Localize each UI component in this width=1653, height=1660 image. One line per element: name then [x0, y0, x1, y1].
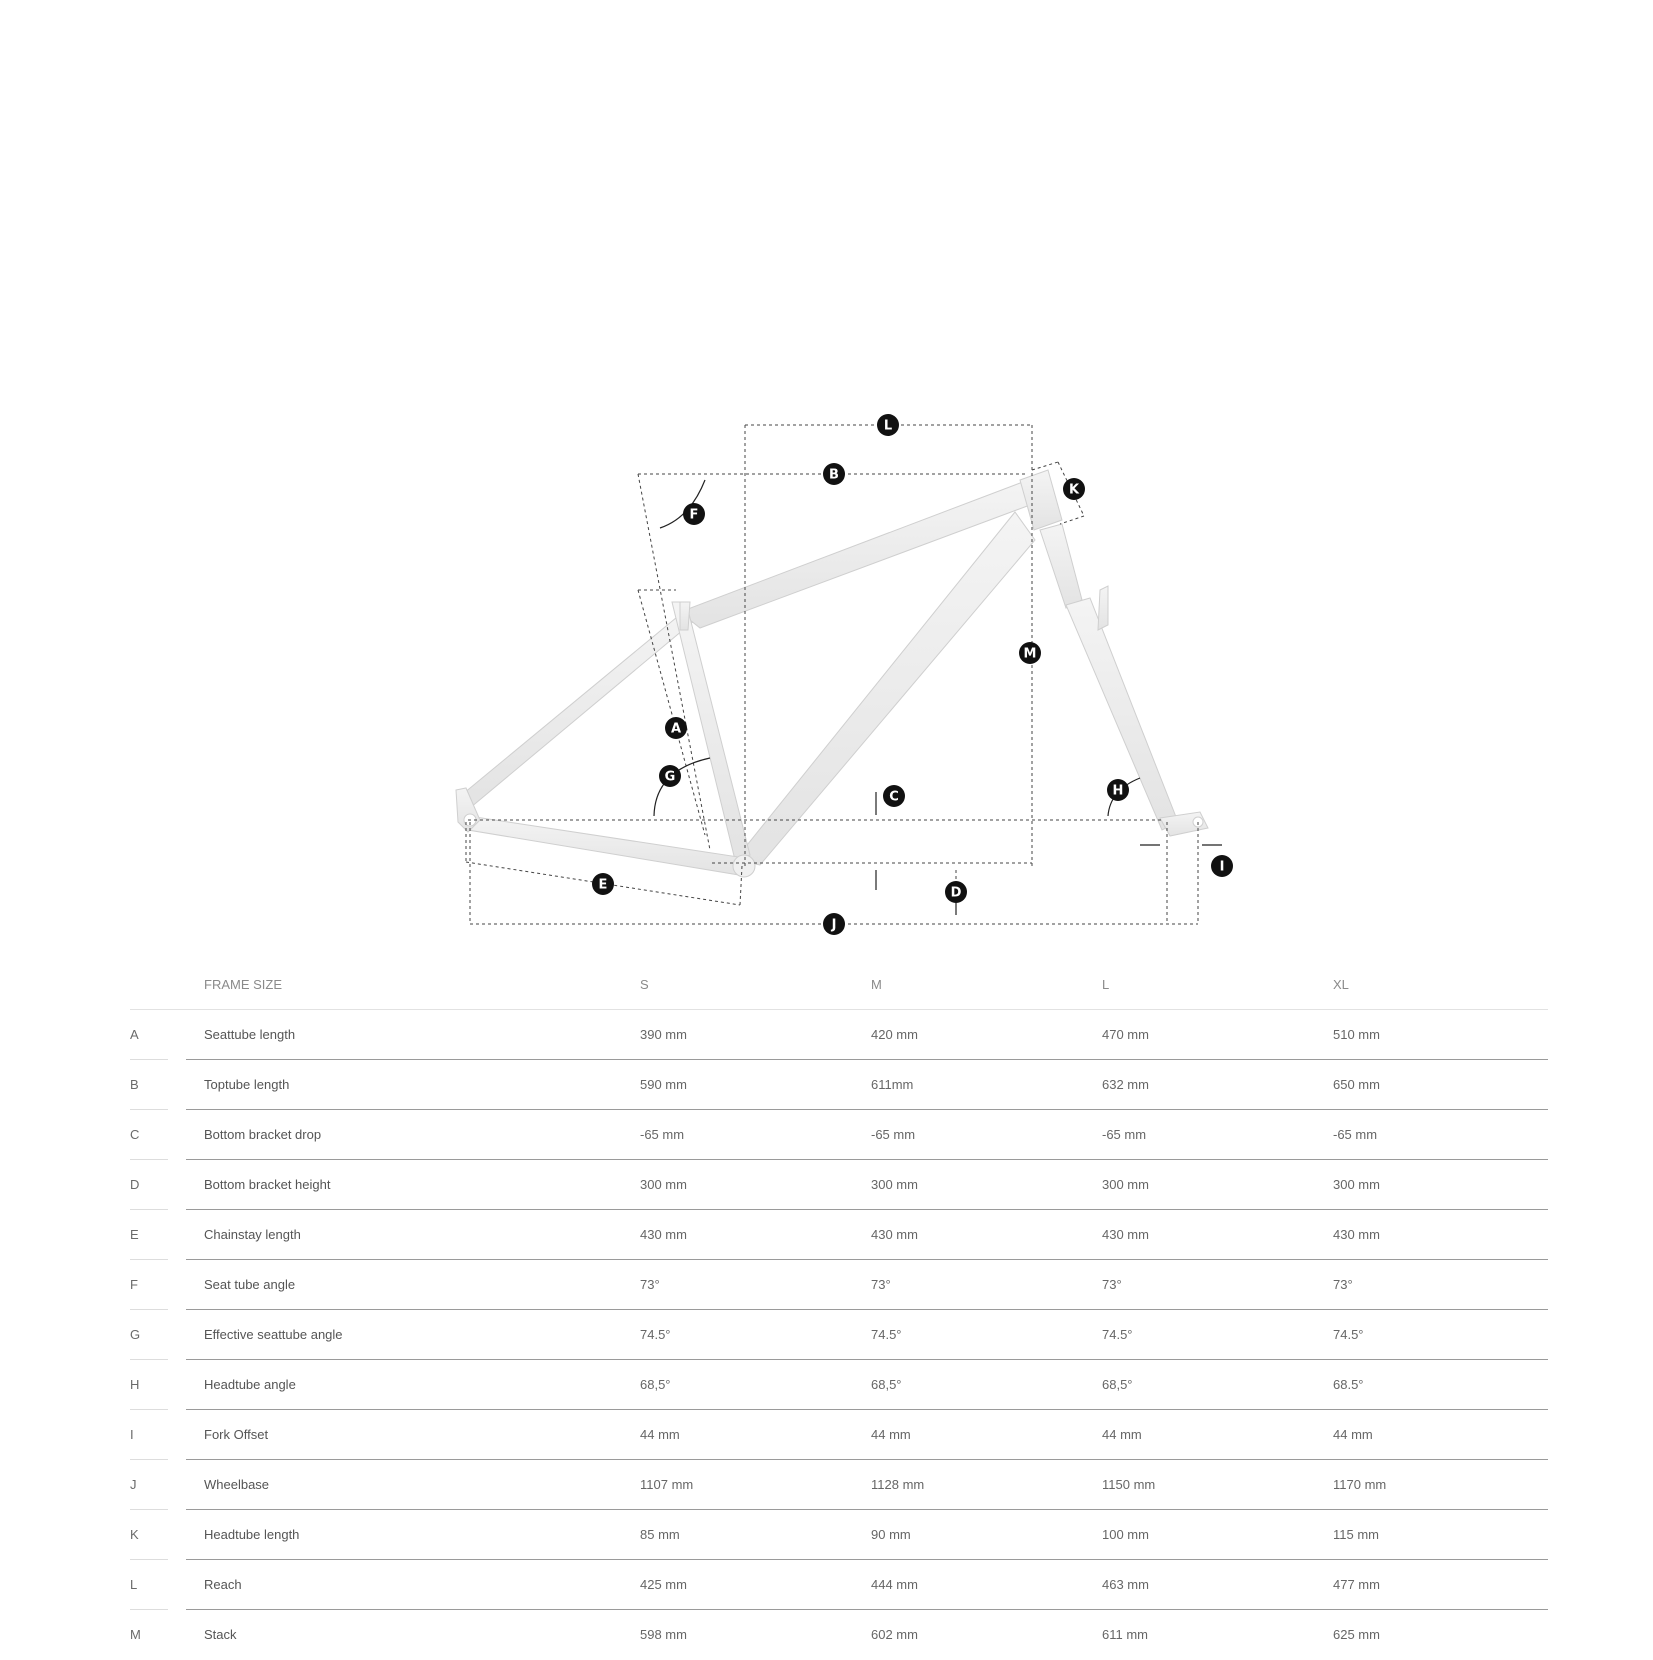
size-m-value: 300 mm [871, 1177, 918, 1192]
row-label: Effective seattube angle [204, 1327, 343, 1342]
size-xl-value: 625 mm [1333, 1627, 1380, 1642]
size-l-value: 463 mm [1102, 1577, 1149, 1592]
row-label: Chainstay length [204, 1227, 301, 1242]
size-s-value: 590 mm [640, 1077, 687, 1092]
row-letter: A [130, 1027, 139, 1042]
table-row [0, 1110, 1653, 1160]
marker-h [1107, 779, 1129, 801]
dimension-lines [466, 425, 1198, 924]
size-m-value: 68,5° [871, 1377, 902, 1392]
size-m-value: 430 mm [871, 1227, 918, 1242]
table-row [0, 1310, 1653, 1360]
size-m-value: 73° [871, 1277, 891, 1292]
svg-text:C: C [889, 789, 899, 805]
size-xl-value: 1170 mm [1333, 1477, 1387, 1492]
size-xl-value: 650 mm [1333, 1077, 1380, 1092]
row-letter: E [130, 1227, 139, 1242]
geometry-table [0, 960, 1653, 1660]
size-xl-value: 510 mm [1333, 1027, 1380, 1042]
marker-a [665, 717, 687, 739]
size-s-value: 68,5° [640, 1377, 671, 1392]
svg-text:J: J [831, 917, 837, 933]
row-letter: I [130, 1427, 134, 1442]
row-label: Stack [204, 1627, 237, 1642]
size-s-value: -65 mm [640, 1127, 685, 1142]
svg-text:K: K [1068, 482, 1080, 498]
table-row [0, 1360, 1653, 1410]
svg-text:E: E [598, 877, 608, 893]
size-s-value: 73° [640, 1277, 660, 1292]
svg-text:M: M [1023, 646, 1037, 662]
marker-m [1019, 642, 1041, 664]
size-xl-value: 115 mm [1333, 1527, 1379, 1542]
marker-g [659, 765, 681, 787]
size-s-value: 598 mm [640, 1627, 687, 1642]
svg-text:A: A [670, 721, 682, 737]
row-letter: B [130, 1077, 139, 1092]
row-label: Bottom bracket height [204, 1177, 331, 1192]
size-xl-value: 44 mm [1333, 1427, 1373, 1442]
size-s-value: 430 mm [640, 1227, 687, 1242]
size-xl-value: 68.5° [1333, 1377, 1364, 1392]
row-label: Fork Offset [204, 1427, 269, 1442]
table-row [0, 1010, 1653, 1060]
marker-k [1063, 478, 1085, 500]
size-m-value: 90 mm [871, 1527, 911, 1542]
row-letter: M [130, 1627, 141, 1642]
frame-size-header: FRAME SIZE [204, 977, 283, 992]
row-label: Reach [204, 1577, 242, 1592]
size-s-value: 44 mm [640, 1427, 680, 1442]
size-s-value: 85 mm [640, 1527, 680, 1542]
size-s-value: 1107 mm [640, 1477, 694, 1492]
row-label: Seat tube angle [204, 1277, 296, 1292]
row-label: Headtube length [204, 1527, 300, 1542]
row-label: Headtube angle [204, 1377, 296, 1392]
marker-b [823, 463, 845, 485]
marker-l [877, 414, 899, 436]
row-letter: F [130, 1277, 138, 1292]
size-m-value: 444 mm [871, 1577, 918, 1592]
marker-e [592, 873, 614, 895]
table-row [0, 1510, 1653, 1560]
size-m-value: -65 mm [871, 1127, 916, 1142]
table-row [0, 1560, 1653, 1610]
table-header-row [0, 960, 1653, 1010]
size-xl-value: 430 mm [1333, 1227, 1380, 1242]
svg-text:G: G [664, 769, 676, 785]
size-l-value: 73° [1102, 1277, 1122, 1292]
bike-frame-drawing [456, 467, 1208, 877]
row-letter: H [130, 1377, 140, 1392]
marker-d [945, 881, 967, 903]
size-l-value: -65 mm [1102, 1127, 1147, 1142]
size-m-header: M [871, 977, 882, 992]
size-l-value: 44 mm [1102, 1427, 1142, 1442]
size-l-value: 1150 mm [1102, 1477, 1156, 1492]
size-xl-value: -65 mm [1333, 1127, 1378, 1142]
row-letter: D [130, 1177, 140, 1192]
size-l-value: 68,5° [1102, 1377, 1133, 1392]
row-letter: L [130, 1577, 138, 1592]
marker-i [1211, 855, 1233, 877]
size-xl-header: XL [1333, 977, 1349, 992]
size-l-value: 300 mm [1102, 1177, 1149, 1192]
svg-text:B: B [829, 467, 839, 483]
row-label: Bottom bracket drop [204, 1127, 322, 1142]
size-s-value: 425 mm [640, 1577, 687, 1592]
size-l-value: 100 mm [1102, 1527, 1149, 1542]
size-m-value: 602 mm [871, 1627, 918, 1642]
table-row [0, 1410, 1653, 1460]
table-row [0, 1460, 1653, 1510]
size-l-value: 470 mm [1102, 1027, 1149, 1042]
marker-c [883, 785, 905, 807]
table-row [0, 1260, 1653, 1310]
size-s-value: 300 mm [640, 1177, 687, 1192]
table-row [0, 1210, 1653, 1260]
size-xl-value: 74.5° [1333, 1327, 1364, 1342]
size-s-value: 74.5° [640, 1327, 671, 1342]
size-xl-value: 300 mm [1333, 1177, 1380, 1192]
size-l-value: 611 mm [1102, 1627, 1148, 1642]
size-xl-value: 477 mm [1333, 1577, 1380, 1592]
svg-text:H: H [1112, 783, 1124, 799]
row-letter: J [130, 1477, 137, 1492]
marker-f [683, 503, 705, 525]
row-label: Toptube length [204, 1077, 290, 1092]
row-letter: G [130, 1327, 141, 1342]
row-letter: K [130, 1527, 139, 1542]
svg-text:I: I [1219, 859, 1225, 875]
size-l-value: 430 mm [1102, 1227, 1149, 1242]
size-l-header: L [1102, 977, 1110, 992]
size-m-value: 1128 mm [871, 1477, 925, 1492]
size-m-value: 611mm [871, 1077, 914, 1092]
svg-text:F: F [689, 507, 699, 523]
row-letter: C [130, 1127, 140, 1142]
size-m-value: 74.5° [871, 1327, 902, 1342]
svg-text:L: L [883, 418, 893, 434]
size-m-value: 44 mm [871, 1427, 911, 1442]
size-s-header: S [640, 977, 649, 992]
table-row [0, 1160, 1653, 1210]
table-row [0, 1060, 1653, 1110]
svg-text:D: D [950, 885, 962, 901]
size-s-value: 390 mm [640, 1027, 687, 1042]
size-l-value: 632 mm [1102, 1077, 1149, 1092]
size-m-value: 420 mm [871, 1027, 918, 1042]
marker-j [823, 913, 845, 935]
size-l-value: 74.5° [1102, 1327, 1133, 1342]
size-xl-value: 73° [1333, 1277, 1353, 1292]
row-label: Wheelbase [204, 1477, 270, 1492]
row-label: Seattube length [204, 1027, 296, 1042]
